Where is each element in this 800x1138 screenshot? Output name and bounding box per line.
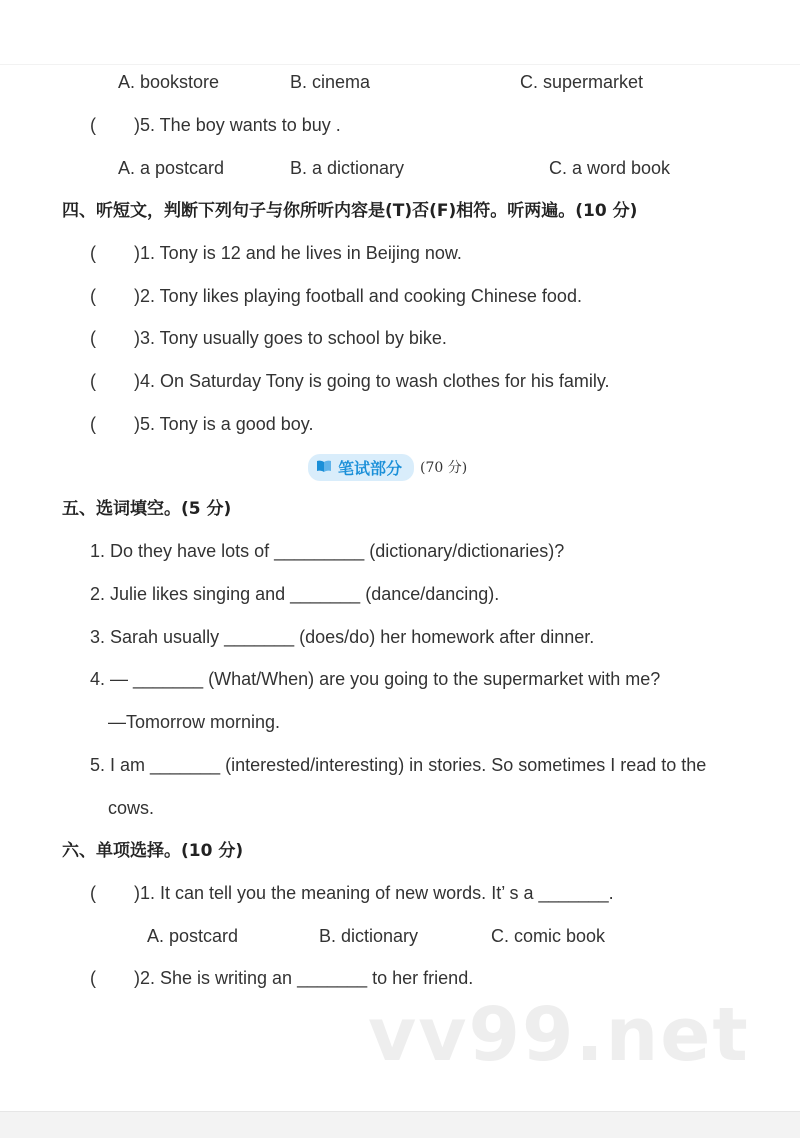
statement-4: )4. On Saturday Tony is going to wash clothes for his family. [134, 371, 610, 391]
section-4-title: 四、听短文，判断下列句子与你所听内容是(T)否(F)相符。听两遍。(10 分) [62, 201, 638, 221]
option-c: C. comic book [491, 926, 606, 946]
fill-item-2: 2. Julie likes singing and _______ (dance/dancing). [90, 584, 500, 604]
option-a: A. bookstore [118, 72, 220, 92]
top-bar [0, 0, 800, 65]
answer-paren: ( [90, 328, 96, 348]
option-a: A. postcard [147, 926, 239, 946]
statement-5: )5. Tony is a good boy. [134, 414, 314, 434]
choice-question-2: )2. She is writing an _______ to her friend. [134, 968, 474, 988]
answer-paren: ( [90, 115, 96, 135]
question-text: )5. The boy wants to buy . [134, 115, 341, 135]
banner-pill [308, 454, 414, 481]
option-b: B. a dictionary [290, 158, 405, 178]
statement-2: )2. Tony likes playing football and cooking Chinese food. [134, 286, 582, 306]
fill-item-5-cont: cows. [108, 798, 155, 818]
option-c: C. a word book [549, 158, 671, 178]
statement-3: )3. Tony usually goes to school by bike. [134, 328, 447, 348]
section-6-title: 六、单项选择。(10 分) [62, 841, 244, 861]
fill-item-5: 5. I am _______ (interested/interesting) in stories. So sometimes I read to the [90, 755, 707, 775]
answer-paren: ( [90, 371, 96, 391]
choice-question-1: )1. It can tell you the meaning of new words. It’ s a _______. [134, 883, 614, 903]
written-part-banner [308, 455, 467, 479]
banner-label: 笔试部分 [338, 458, 403, 478]
section-5-title: 五、选词填空。(5 分) [62, 499, 232, 519]
fill-item-3: 3. Sarah usually _______ (does/do) her homework after dinner. [90, 627, 595, 647]
option-b: B. cinema [290, 72, 371, 92]
option-b: B. dictionary [319, 926, 419, 946]
answer-paren: ( [90, 883, 96, 903]
answer-paren: ( [90, 414, 96, 434]
watermark: vv99.net [368, 992, 750, 1078]
answer-paren: ( [90, 968, 96, 988]
option-a: A. a postcard [118, 158, 225, 178]
fill-item-4-answer: —Tomorrow morning. [108, 712, 281, 732]
bottom-bar [0, 1111, 800, 1138]
fill-item-1: 1. Do they have lots of _________ (dictionary/dictionaries)? [90, 541, 565, 561]
option-c: C. supermarket [520, 72, 644, 92]
answer-paren: ( [90, 243, 96, 263]
book-icon [316, 458, 332, 477]
statement-1: )1. Tony is 12 and he lives in Beijing now. [134, 243, 462, 263]
answer-paren: ( [90, 286, 96, 306]
banner-score: (70 分) [420, 460, 468, 476]
fill-item-4: 4. — _______ (What/When) are you going to the supermarket with me? [90, 669, 661, 689]
